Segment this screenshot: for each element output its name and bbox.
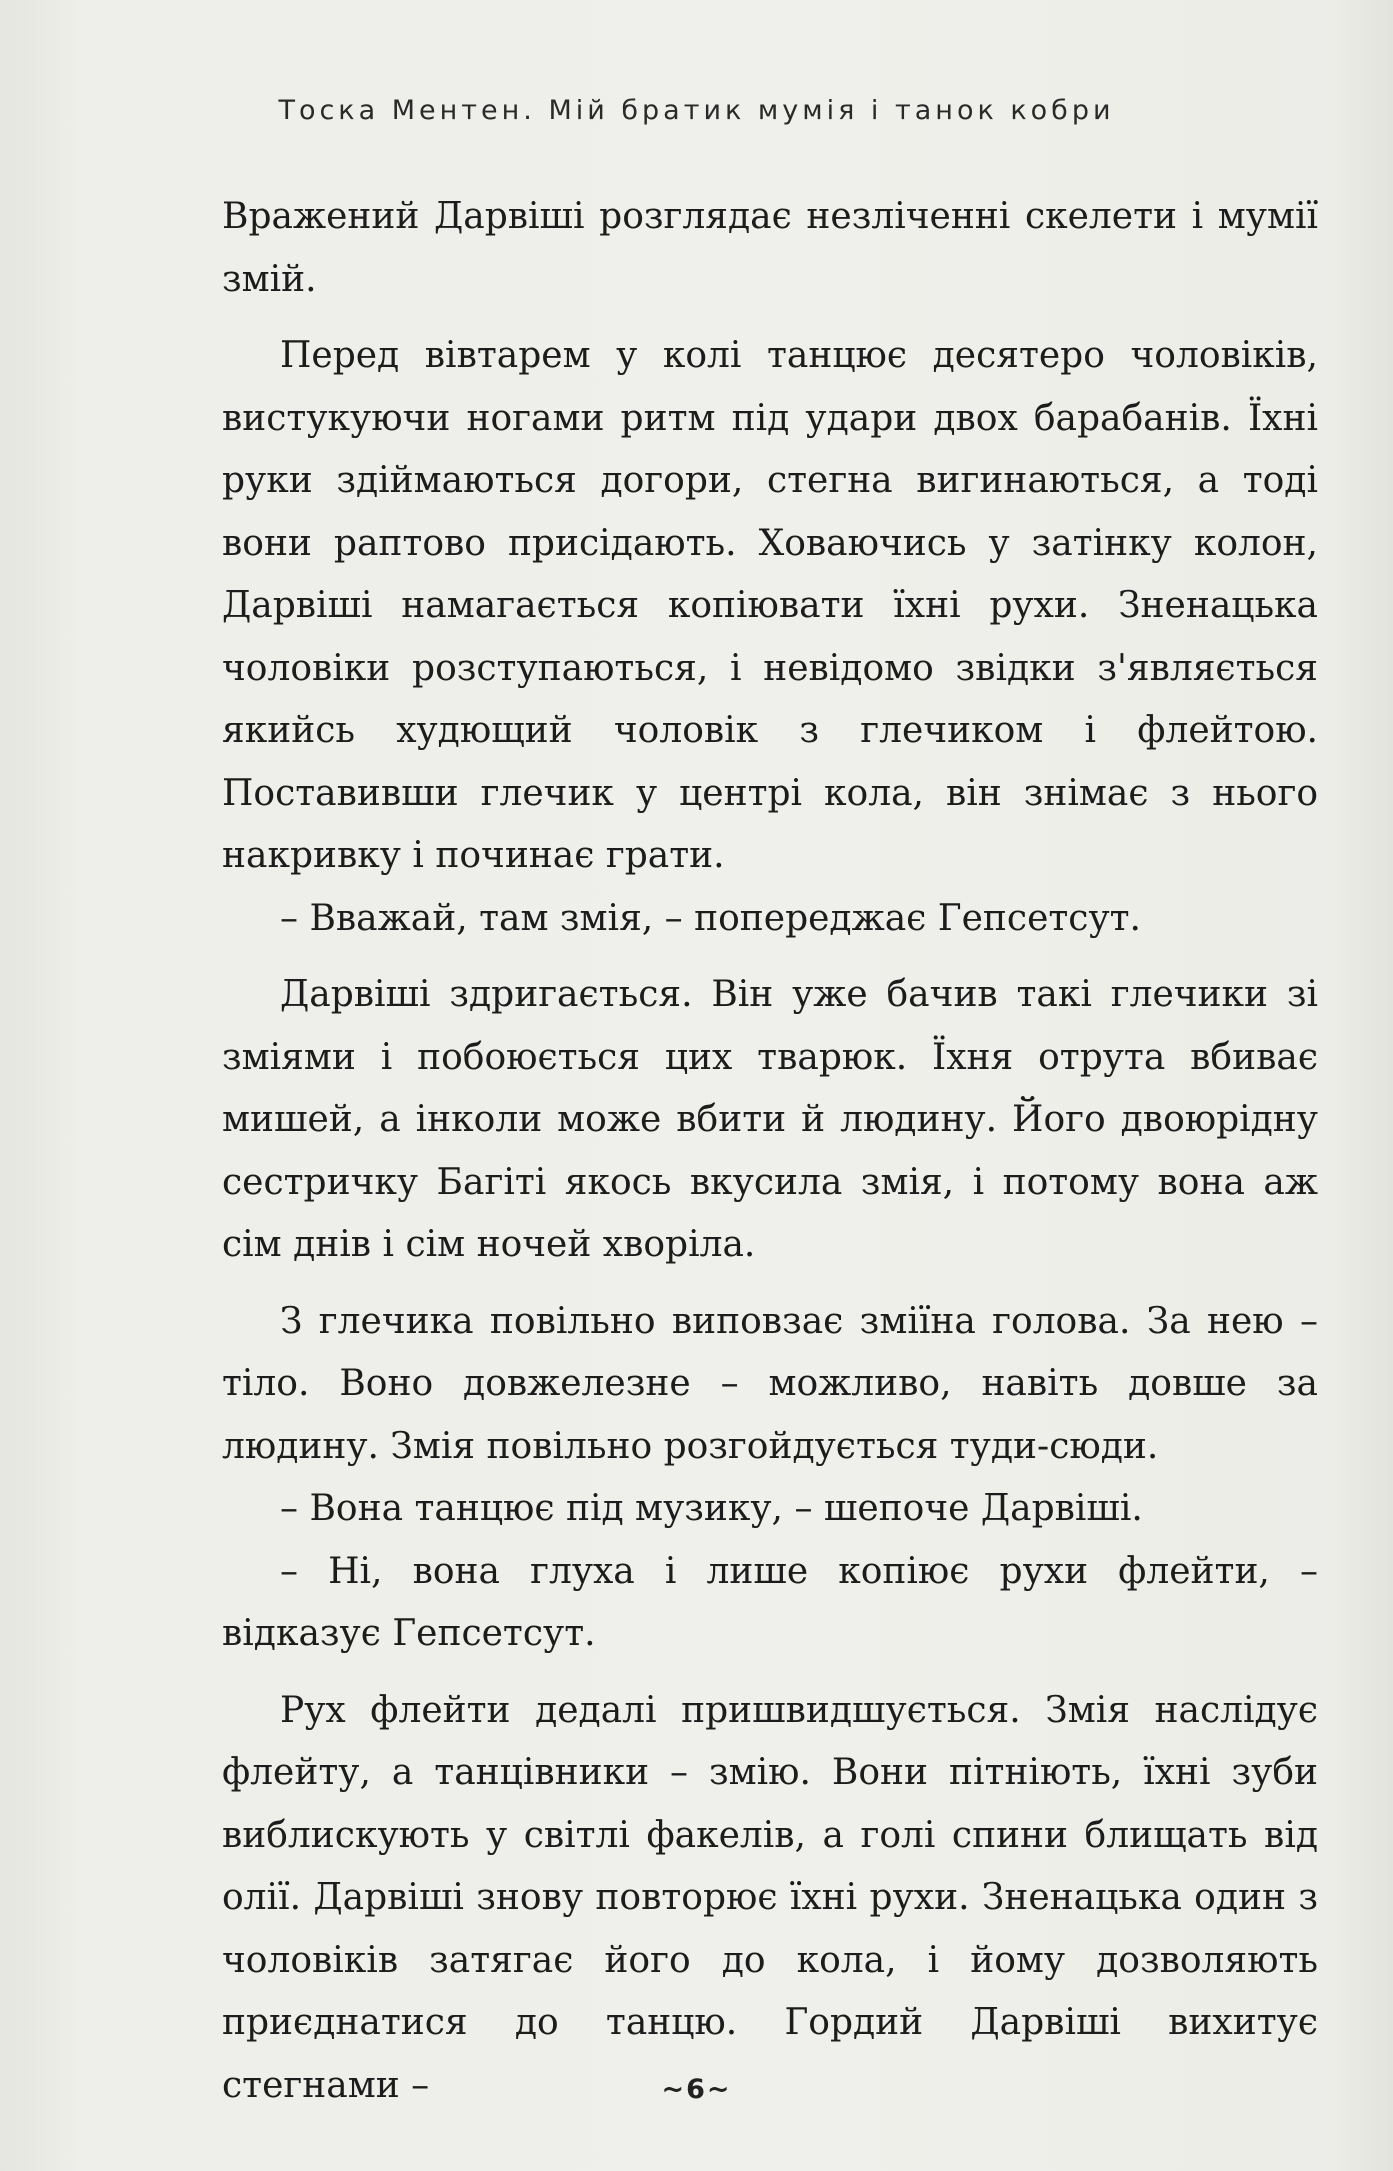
dialogue-line: – Вважай, там змія, – попереджає Гепсетсут. bbox=[280, 897, 1141, 939]
body-text bbox=[222, 186, 1318, 2117]
page-number: ~6~ bbox=[661, 2074, 732, 2105]
paragraph: Дарвіші здригається. Він уже бачив такі глечики зі зміями і побоюється цих тварюк. Їхня отрута вбиває мишей, а інколи може вбити й людину. Його двоюрідну сестричку Багіті якось вкусила змія, і потому вона аж сім днів і сім ночей хворіла. bbox=[222, 974, 1318, 1265]
paragraph: Вражений Дарвіші розглядає незліченні скелети і мумії змій. bbox=[222, 196, 1318, 300]
paragraph: Перед вівтарем у колі танцює десятеро чоловіків, вистукуючи ногами ритм під удари двох барабанів. Їхні руки здіймаються догори, стегна вигинаються, а тоді вони раптово присідають. Ховаючись у затінку колон, Дарвіші намагається копіювати їхні рухи. Зненацька чоловіки розступаються, і невідомо звідки з'являється якийсь худющий чоловік з глечиком і флейтою. Поставивши глечик у центрі кола, він знімає з нього накривку і починає грати. bbox=[222, 335, 1318, 876]
dialogue-line: – Вона танцює під музику, – шепоче Дарвіші. bbox=[280, 1488, 1143, 1529]
running-title: Тоска Ментен. Мій братик мумія і танок кобри bbox=[278, 95, 1115, 126]
paragraph: З глечика повільно виповзає зміїна голова. За нею – тіло. Воно довжелезне – можливо, навіть довше за людину. Змія повільно розгойдується туди-сюди. bbox=[222, 1300, 1318, 1467]
paragraph: Рух флейти дедалі пришвидшується. Змія наслідує флейту, а танцівники – змію. Вони пітніють, їхні зуби виблискують у світлі факелів, а голі спини блищать від олії. Дарвіші знову повторює їхні рухи. Зненацька один з чоловіків затягає його до кола, і йому дозволяють приєднатися до танцю. Гордий Дарвіші вихитує стегнами – bbox=[222, 1689, 1318, 2106]
page-edge-shadow bbox=[1333, 0, 1393, 2171]
dialogue-line: – Ні, вона глуха і лише копіює рухи флейти, – відказує Гепсетсут. bbox=[222, 1550, 1318, 1654]
